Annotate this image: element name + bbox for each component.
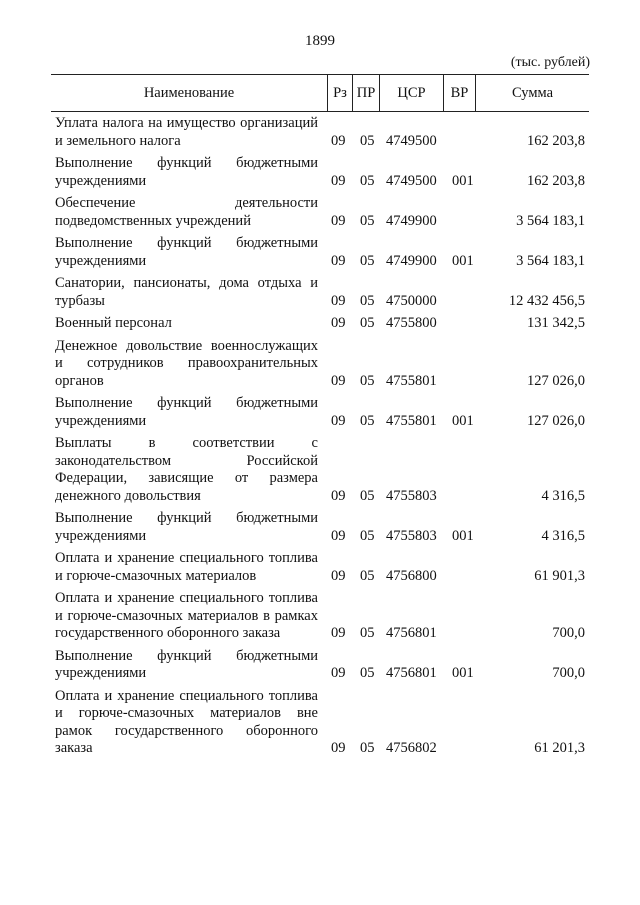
row-name: Оплата и хранение специального топлива и горюче-смазочных материалов <box>55 550 318 584</box>
row-sum: 3 564 183,1 <box>516 252 585 269</box>
row-name: Обеспечение деятельности подведомственных учреждений <box>55 195 318 229</box>
header-sum: Сумма <box>475 75 589 111</box>
row-rz: 09 <box>331 740 346 756</box>
row-csr: 4755801 <box>386 412 437 429</box>
row-pr: 05 <box>360 665 375 681</box>
row-csr: 4755803 <box>386 487 437 504</box>
row-csr: 4756801 <box>386 665 437 681</box>
row-name: Выполнение функций бюджетными учреждениями <box>55 235 318 269</box>
table-row <box>55 435 585 505</box>
row-name: Санатории, пансионаты, дома отдыха и турбазы <box>55 275 318 309</box>
row-csr: 4749500 <box>386 172 437 189</box>
row-csr: 4755800 <box>386 315 437 331</box>
row-sum: 3 564 183,1 <box>516 212 585 229</box>
row-name: Оплата и хранение специального топлива и горюче-смазочных материалов в рамках государственного оборонного заказа <box>55 590 318 641</box>
row-sum: 127 026,0 <box>527 412 585 429</box>
header-rz: Рз <box>327 75 352 111</box>
row-rz: 09 <box>331 487 346 504</box>
row-rz: 09 <box>331 212 346 229</box>
header-name: Наименование <box>143 84 235 101</box>
row-pr: 05 <box>360 212 375 229</box>
row-pr: 05 <box>360 315 375 331</box>
row-sum: 700,0 <box>552 665 585 681</box>
row-sum: 162 203,8 <box>527 132 585 149</box>
row-rz: 09 <box>331 567 346 584</box>
table-body <box>55 115 585 763</box>
row-pr: 05 <box>360 625 375 641</box>
row-vr: 001 <box>452 412 474 429</box>
table-row <box>55 195 585 230</box>
header-vr: ВР <box>443 75 475 111</box>
row-name: Военный персонал <box>55 315 172 331</box>
row-rz: 09 <box>331 172 346 189</box>
row-vr: 001 <box>452 172 474 189</box>
row-rz: 09 <box>331 292 346 309</box>
row-name: Выполнение функций бюджетными учреждениями <box>55 647 318 681</box>
row-csr: 4756800 <box>386 567 437 584</box>
row-name: Выполнение функций бюджетными учреждениями <box>55 395 318 429</box>
row-rz: 09 <box>331 252 346 269</box>
header-csr: ЦСР <box>379 75 443 111</box>
row-sum: 61 201,3 <box>534 740 585 756</box>
row-rz: 09 <box>331 372 346 389</box>
row-sum: 61 901,3 <box>534 567 585 584</box>
row-sum: 700,0 <box>552 625 585 641</box>
table-row <box>55 338 585 391</box>
row-csr: 4749500 <box>386 132 437 149</box>
header-pr: ПР <box>352 75 379 111</box>
row-pr: 05 <box>360 567 375 584</box>
row-rz: 09 <box>331 132 346 149</box>
row-rz: 09 <box>331 412 346 429</box>
row-sum: 4 316,5 <box>541 487 585 504</box>
table-row <box>55 590 585 643</box>
table-row <box>55 115 585 150</box>
row-rz: 09 <box>331 315 346 331</box>
row-sum: 4 316,5 <box>541 527 585 544</box>
row-sum: 162 203,8 <box>527 172 585 189</box>
row-pr: 05 <box>360 740 375 756</box>
row-vr: 001 <box>452 665 474 681</box>
row-vr: 001 <box>452 527 474 544</box>
units-label: (тыс. рублей) <box>510 55 590 70</box>
page-number: 1899 <box>305 33 335 49</box>
row-sum: 131 342,5 <box>527 315 585 331</box>
row-name: Выполнение функций бюджетными учреждениями <box>55 510 318 544</box>
table-row <box>55 315 585 333</box>
row-csr: 4749900 <box>386 252 437 269</box>
table-row <box>55 688 585 758</box>
table-row <box>55 395 585 430</box>
row-csr: 4755803 <box>386 527 437 544</box>
table-row <box>55 275 585 310</box>
row-pr: 05 <box>360 372 375 389</box>
row-pr: 05 <box>360 292 375 309</box>
row-pr: 05 <box>360 412 375 429</box>
row-rz: 09 <box>331 527 346 544</box>
row-name: Денежное довольствие военнослужащих и сотрудников правоохранительных органов <box>55 337 318 389</box>
row-csr: 4749900 <box>386 212 437 229</box>
row-name: Выплаты в соответствии с законодательством Российской Федерации, зависящие от размера денежного довольствия <box>55 435 318 504</box>
row-vr: 001 <box>452 252 474 269</box>
row-pr: 05 <box>360 252 375 269</box>
table-row <box>55 510 585 545</box>
row-csr: 4755801 <box>386 372 437 389</box>
row-pr: 05 <box>360 527 375 544</box>
row-name: Выполнение функций бюджетными учреждениями <box>55 155 318 189</box>
row-rz: 09 <box>331 625 346 641</box>
row-csr: 4756801 <box>386 625 437 641</box>
row-sum: 127 026,0 <box>527 372 585 389</box>
table-row <box>55 648 585 683</box>
row-name: Оплата и хранение специального топлива и горюче-смазочных материалов вне рамок государственного оборонного заказа <box>55 687 318 756</box>
row-pr: 05 <box>360 132 375 149</box>
table-header <box>51 74 589 112</box>
row-pr: 05 <box>360 487 375 504</box>
row-name: Уплата налога на имущество организаций и земельного налога <box>55 115 318 149</box>
row-sum: 12 432 456,5 <box>508 292 585 309</box>
row-rz: 09 <box>331 665 346 681</box>
table-row <box>55 550 585 585</box>
table-row <box>55 235 585 270</box>
row-pr: 05 <box>360 172 375 189</box>
row-csr: 4750000 <box>386 292 437 309</box>
row-csr: 4756802 <box>386 740 437 756</box>
table-row <box>55 155 585 190</box>
